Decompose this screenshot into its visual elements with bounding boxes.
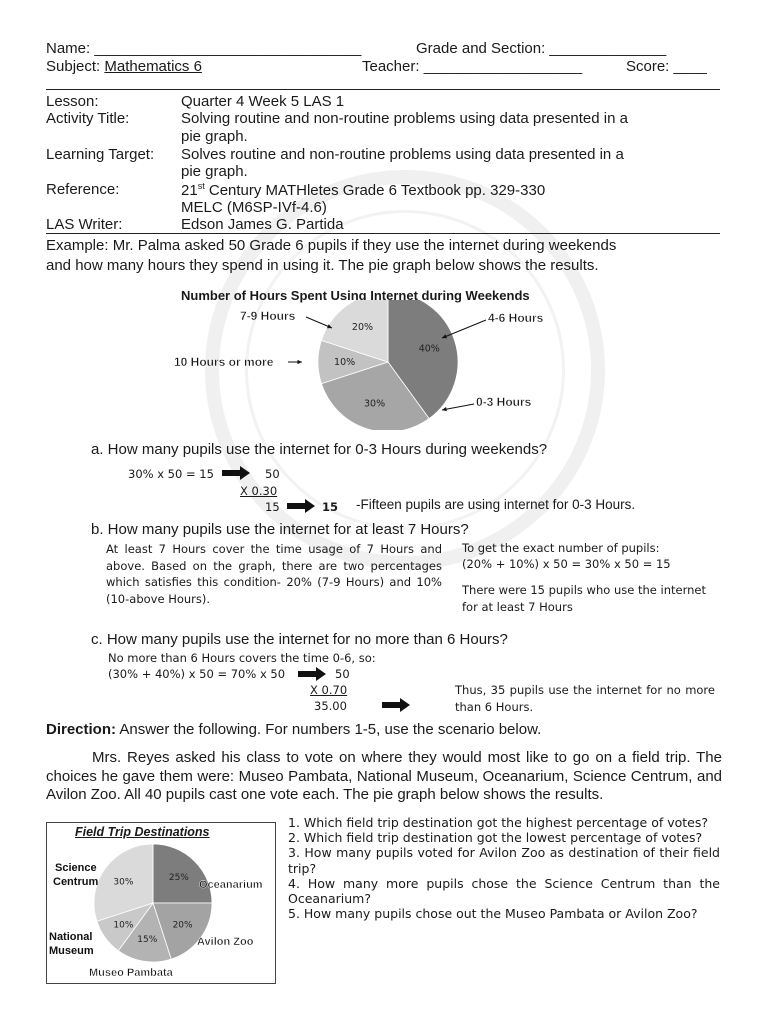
category-label-museo-pambata: Museo Pambata [89, 967, 173, 979]
pie-label-0-3-hours: 30% [364, 398, 386, 410]
c-multiplier: X 0.70 [310, 683, 348, 697]
reference-ordinal-suffix: st [197, 181, 205, 191]
target-value-1: Solves routine and non-routine problems using data presented in a [181, 146, 624, 163]
lesson-label: Lesson: [46, 93, 99, 110]
info-divider [46, 233, 720, 234]
reference-title: Century MATHletes Grade 6 Textbook pp. 329-330 [204, 182, 546, 199]
lesson-value: Quarter 4 Week 5 LAS 1 [181, 93, 345, 110]
c-line-1: No more than 6 Hours covers the time 0-6, so: [108, 651, 376, 665]
pie-label-7-9-hours: 20% [351, 321, 374, 333]
name-field[interactable]: Name: ________________________________ [46, 40, 362, 57]
pie-label-science-centrum: 30% [113, 877, 134, 888]
writer-value: Edson James G. Partida [181, 216, 344, 233]
a-multiplier: X 0.30 [240, 484, 278, 498]
category-label-science-centrum-line-1: Science [55, 862, 97, 874]
scenario-paragraph: Mrs. Reyes asked his class to vote on where they would most like to go on a field trip. The choices he gave them were: Museo Pambata, National Museum, Oceanarium, Science Centrum, and Avilon Zoo. All 40 pupils cast one vote each. The pie graph below shows the results. [46, 749, 722, 803]
c-answer-text: Thus, 35 pupils use the internet for no more than 6 Hours. [455, 683, 715, 714]
grade-section-field[interactable]: Grade and Section: ______________ [416, 40, 667, 57]
category-label-science-centrum-line-2: Centrum [53, 876, 99, 888]
chart1-title: Number of Hours Spent Using Internet during Weekends [181, 288, 530, 303]
pie-label-4-6-hours: 40% [418, 343, 440, 355]
internet-hours-pie-chart [160, 300, 580, 430]
b-right-line-1: To get the exact number of pupils: [462, 541, 660, 555]
example-line-2: and how many hours they spend in using it. The pie graph below shows the results. [46, 257, 599, 274]
field-trip-pie-chart [47, 823, 275, 983]
pie-label-avilon-zoo: 20% [172, 920, 193, 931]
arrow-icon [382, 698, 412, 712]
direction-label: Direction: [46, 721, 117, 738]
pie-label-oceanarium: 25% [168, 873, 189, 884]
arrow-icon [287, 499, 317, 513]
field-trip-chart-frame [46, 822, 276, 984]
example-line-1: Example: Mr. Palma asked 50 Grade 6 pupils if they use the internet during weekends [46, 237, 617, 254]
reference-value-1 [181, 181, 545, 199]
arrowhead-icon [297, 360, 302, 364]
c-product: 35.00 [314, 699, 347, 713]
subject-label: Subject: [46, 58, 101, 75]
arrow-icon [222, 466, 252, 480]
subject-value: Mathematics 6 [104, 58, 202, 75]
category-label-7-9-hours: 7-9 Hours [240, 309, 296, 323]
reference-label: Reference: [46, 181, 120, 198]
a-answer-text: -Fifteen pupils are using internet for 0-3 Hours. [356, 497, 636, 512]
reference-value-2: MELC (M6SP-IVf-4.6) [181, 199, 327, 216]
activity-value-1: Solving routine and non-routine problems using data presented in a [181, 110, 628, 127]
arrow-icon [298, 667, 328, 681]
a-multiplicand: 50 [265, 467, 280, 481]
activity-value-2: pie graph. [181, 128, 248, 145]
subject-field [46, 58, 202, 75]
teacher-field[interactable]: Teacher: ___________________ [362, 58, 583, 75]
reference-ordinal: 21 [181, 182, 198, 199]
c-multiplicand: 50 [335, 667, 350, 681]
direction-line [46, 721, 541, 738]
pie-label-10-hours-or-more: 10% [334, 357, 356, 368]
a-calculation: 30% x 50 = 15 [128, 467, 214, 481]
writer-label: LAS Writer: [46, 216, 123, 233]
arrowhead-icon [442, 407, 447, 411]
question-a: a. How many pupils use the internet for 0-3 Hours during weekends? [91, 441, 548, 458]
b-explanation: At least 7 Hours cover the time usage of 7 Hours and above. Based on the graph, there are two percentages which satisfies this condition- 20% (7-9 Hours) and 10% (10-above Hours). [106, 542, 442, 606]
leader-arrow-icon [442, 404, 474, 410]
questions-list [288, 815, 720, 921]
question-c: c. How many pupils use the internet for no more than 6 Hours? [91, 631, 508, 648]
score-field[interactable]: Score: ____ [626, 58, 707, 75]
target-value-2: pie graph. [181, 163, 248, 180]
c-line-2: (30% + 40%) x 50 = 70% x 50 [108, 667, 286, 681]
b-answer-text: There were 15 pupils who use the internet for at least 7 Hours [462, 583, 706, 614]
question-3: 3. How many pupils voted for Avilon Zoo as destination of their field trip? [288, 845, 720, 876]
question-5: 5. How many pupils chose out the Museo Pambata or Avilon Zoo? [288, 906, 698, 922]
category-label-national-museum-line-1: National [49, 931, 93, 943]
pie-label-national-museum: 10% [113, 920, 134, 931]
category-label-10-hours-or-more: 10 Hours or more [174, 355, 274, 369]
category-label-avilon-zoo: Avilon Zoo [197, 936, 254, 948]
b-right-line-2: (20% + 10%) x 50 = 30% x 50 = 15 [462, 557, 671, 571]
header-divider [46, 89, 720, 90]
target-label: Learning Target: [46, 146, 155, 163]
question-2: 2. Which field trip destination got the lowest percentage of votes? [288, 830, 703, 846]
category-label-oceanarium: Oceanarium [199, 879, 263, 891]
direction-text: Answer the following. For numbers 1-5, use the scenario below. [116, 721, 542, 738]
category-label-national-museum-line-2: Museum [49, 945, 94, 957]
a-result: 15 [322, 500, 339, 514]
activity-label: Activity Title: [46, 110, 130, 127]
question-1: 1. Which field trip destination got the highest percentage of votes? [288, 815, 709, 830]
category-label-4-6-hours: 4-6 Hours [488, 311, 544, 325]
category-label-0-3-hours: 0-3 Hours [476, 395, 532, 409]
question-4: 4. How many more pupils chose the Science Centrum than the Oceanarium? [288, 875, 720, 907]
question-b: b. How many pupils use the internet for at least 7 Hours? [91, 521, 469, 538]
chart2-title: Field Trip Destinations [75, 825, 210, 839]
a-product: 15 [265, 500, 280, 514]
pie-label-museo-pambata: 15% [137, 935, 158, 946]
